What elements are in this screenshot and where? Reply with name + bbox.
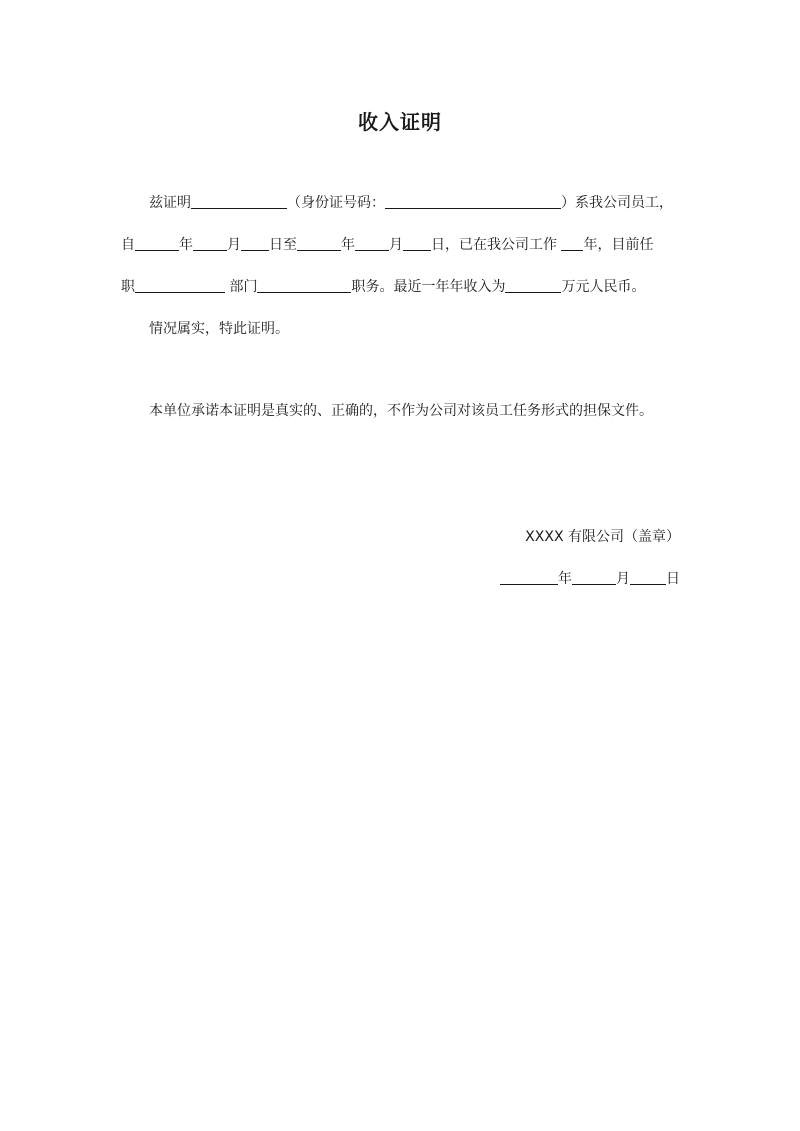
paragraph-line-1 <box>121 191 709 215</box>
text-month-1: 月 <box>227 237 241 253</box>
end-day-blank <box>403 234 431 251</box>
years-worked-blank <box>561 234 583 251</box>
job-title-blank <box>257 276 351 293</box>
text-worked: 日，已在我公司工作 <box>431 237 562 253</box>
text-day-to: 日至 <box>269 237 297 253</box>
text-employee: ）系我公司员工， <box>561 195 673 211</box>
text-annual-income: 职务。最近一年年收入为 <box>351 279 506 295</box>
signature-date-line <box>500 567 680 591</box>
document-title: 收入证明 <box>358 110 442 134</box>
text-sign-day: 日 <box>666 571 680 587</box>
text-year-2: 年 <box>341 237 355 253</box>
paragraph-line-2 <box>121 233 681 257</box>
text-from: 自 <box>121 237 135 253</box>
text-month-2: 月 <box>389 237 403 253</box>
id-number-blank <box>385 192 561 209</box>
start-year-blank <box>135 234 179 251</box>
text-department: 部门 <box>225 279 258 295</box>
text-certify: 兹证明 <box>149 195 191 211</box>
text-truth-statement: 情况属实，特此证明。 <box>149 321 289 337</box>
sign-day-blank <box>630 568 666 585</box>
text-rmb: 万元人民币。 <box>561 279 646 295</box>
department-blank <box>135 276 225 293</box>
company-name: XXXX 有限公司（盖章） <box>525 529 680 545</box>
text-current-position: 年，目前任 <box>583 237 654 253</box>
income-amount-blank <box>505 276 561 293</box>
name-blank <box>191 192 287 209</box>
end-year-blank <box>297 234 341 251</box>
company-seal-line <box>525 525 680 549</box>
commitment-paragraph <box>121 399 709 423</box>
sign-year-blank <box>500 568 558 585</box>
paragraph-line-3 <box>121 275 681 299</box>
text-position: 职 <box>121 279 135 295</box>
text-year-1: 年 <box>179 237 193 253</box>
sign-month-blank <box>572 568 616 585</box>
text-sign-year: 年 <box>558 571 572 587</box>
paragraph-line-4 <box>121 317 709 341</box>
text-sign-month: 月 <box>616 571 630 587</box>
text-commitment: 本单位承诺本证明是真实的、正确的，不作为公司对该员工任务形式的担保文件。 <box>149 403 653 419</box>
end-month-blank <box>355 234 389 251</box>
start-month-blank <box>193 234 227 251</box>
start-day-blank <box>241 234 269 251</box>
text-id-label: （身份证号码： <box>287 195 385 211</box>
